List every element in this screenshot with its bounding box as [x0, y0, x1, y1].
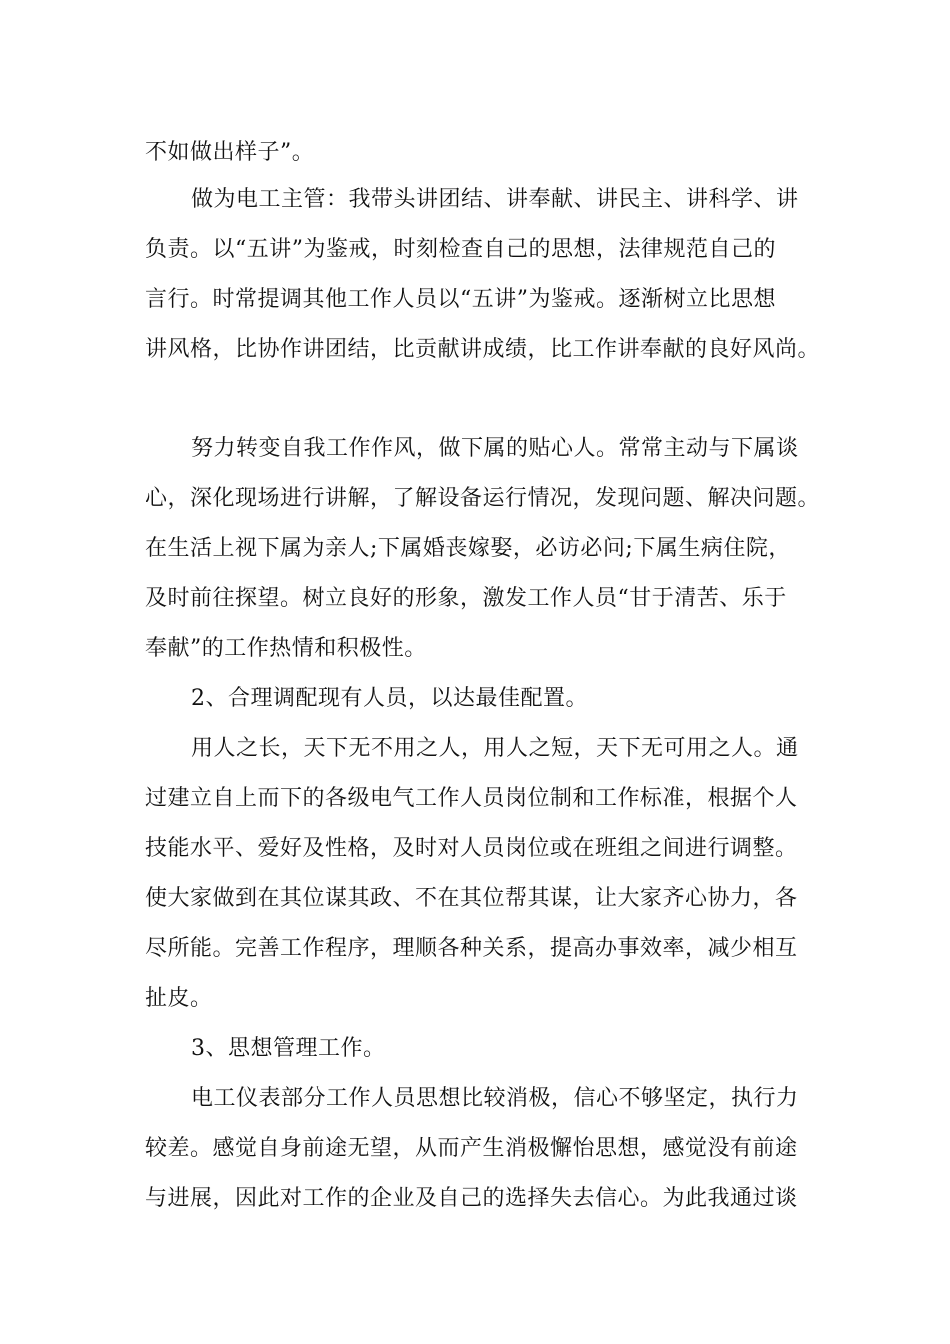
text-line: 与进展，因此对工作的企业及自己的选择失去信心。为此我通过谈 — [145, 1186, 798, 1211]
text-line: 在生活上视下属为亲人;下属婚丧嫁娶，必访必问;下属生病住院， — [145, 536, 791, 561]
text-line: 言行。时常提调其他工作人员以“五讲”为鉴戒。逐渐树立比思想 — [145, 287, 776, 312]
paragraph-first-line: 用人之长，天下无不用之人，用人之短，天下无可用之人。通 — [191, 736, 799, 761]
text-line: 尽所能。完善工作程序，理顺各种关系，提高办事效率，减少相互 — [145, 936, 798, 961]
text-line: 较差。感觉自身前途无望，从而产生消极懈怡思想，感觉没有前途 — [145, 1136, 798, 1161]
section-heading: 2、合理调配现有人员，以达最佳配置。 — [191, 686, 588, 711]
text-line: 扯皮。 — [145, 986, 213, 1011]
text-line: 心，深化现场进行讲解，了解设备运行情况，发现问题、解决问题。 — [145, 486, 821, 511]
paragraph-first-line: 电工仪表部分工作人员思想比较消极，信心不够坚定，执行力 — [191, 1086, 799, 1111]
text-line: 讲风格，比协作讲团结，比贡献讲成绩，比工作讲奉献的良好风尚。 — [145, 337, 821, 362]
text-line: 使大家做到在其位谋其政、不在其位帮其谋，让大家齐心协力，各 — [145, 886, 798, 911]
paragraph-first-line: 努力转变自我工作作风，做下属的贴心人。常常主动与下属谈 — [191, 436, 799, 461]
text-line: 技能水平、爱好及性格，及时对人员岗位或在班组之间进行调整。 — [145, 836, 798, 861]
paragraph-first-line: 做为电工主管：我带头讲团结、讲奉献、讲民主、讲科学、讲 — [191, 187, 799, 212]
text-line: 不如做出样子”。 — [145, 140, 315, 165]
text-line: 及时前往探望。树立良好的形象，激发工作人员“甘于清苦、乐于 — [145, 586, 787, 611]
section-heading: 3、思想管理工作。 — [191, 1036, 386, 1061]
text-line: 奉献”的工作热情和积极性。 — [145, 636, 427, 661]
text-line: 负责。以“五讲”为鉴戒，时刻检查自己的思想，法律规范自己的 — [145, 237, 776, 262]
text-line: 过建立自上而下的各级电气工作人员岗位制和工作标准，根据个人 — [145, 786, 798, 811]
